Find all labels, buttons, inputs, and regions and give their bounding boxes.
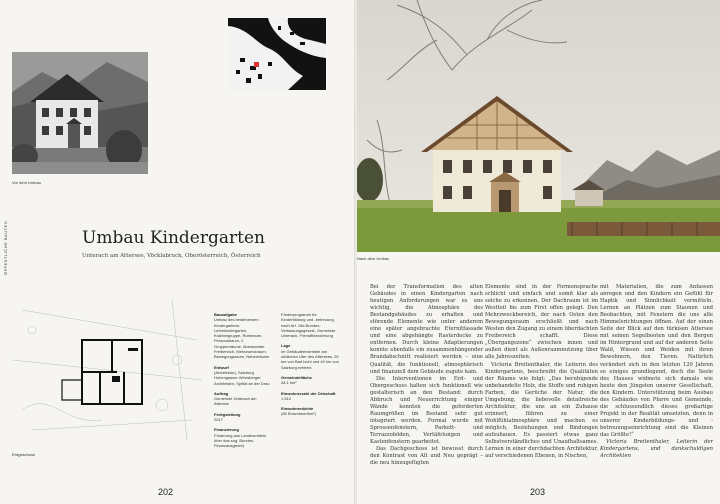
plan-caption: Erdgeschoss — [12, 452, 36, 457]
info-block: Gemeindefläche 28,1 km² — [281, 374, 312, 386]
page-number-left: 202 — [158, 487, 174, 497]
article-title: Umbau Kindergarten — [82, 228, 265, 248]
floor-plan — [12, 300, 202, 440]
after-photo — [357, 0, 720, 252]
info-block: Förderprogramm für Kinderbildung und -betreuung, nach Art. 15a Bundes-Verfassungsgesetz, Gemeinde Unterach, Fremdfinanzierung — [281, 312, 336, 339]
article-subtitle: Unterach am Attersee, Vöcklabruck, Oberösterreich, Österreich — [82, 253, 261, 259]
section-label: ÖFFENTLICHE BAUTEN — [3, 220, 8, 275]
before-photo-caption: Vor dem Umbau — [12, 180, 41, 185]
quote-attribution: Victoria Breitenthaler, Leiterin der Kindergartens, und dankschuldigen Architekten — [600, 439, 713, 460]
left-page — [0, 0, 355, 504]
before-photo — [12, 52, 148, 174]
after-photo-caption: Nach dem Umbau — [357, 256, 390, 261]
info-block: Finanzierung Förderung aus Landesmitteln über das sog. Bundes-Finanzausgleich) — [214, 427, 267, 449]
info-block: Einwohnerdichte (55 Einwohner/km²) — [281, 406, 316, 417]
info-block: Einwohnerzahl der Ortschaft 1.512 — [281, 390, 336, 401]
info-block: Entwurf (Architektur), Salzburg Hohengasser Wirnsberger Architekten, Spittal an der Drau — [214, 364, 270, 386]
site-map — [228, 18, 326, 90]
info-block: Auftrag Gemeinde Unterach am Attersee — [214, 390, 257, 407]
page-number-right: 203 — [530, 487, 546, 497]
project-info-col2 — [281, 312, 339, 422]
project-info-col1 — [214, 312, 270, 454]
text-column-3: mit Materialien, die zum Anfassen anregen und den Kindern ein Gefühl für Haptik und Sinnlichkeit vermitteln. Lernen an Plätzen zum Staunen und Beobachten, mit Fenstern die uns alle Himmelsrichtungen öffnen. Auf der einen Seite der Blick auf den türkisen Attersee mit seinen Segelbooten und den Bergen im Hintergrund und auf der anderen Seite Wald, Wiesen und Weiden mit ihren Bewohnern, den Tieren. Natürlich verändert sich in den letzten 120 Jahren so einiges grundlegend, doch die Seele des Hauses widmete sich damals wie heute den Jüngsten unserer Gesellschaft, den Kindern. Unterstützung beim Ausbau des Gebäudes von Pfarre und Gemeinde, die schlussendlich dieses großartige Projekt in der Realität umsetzten, denn in unserer Kinderbildungs- und -betreuungseinrichtung sind die Kleinen das Größte!“ Victoria Breitenthaler, Leiterin der Kindergartens, und dankschuldigen Architekten — [600, 284, 713, 460]
info-block: Bauaufgabe Umbau des bestehenden Kindergartens: Lehmkindergarten, Krabbelgruppe, Ruheraum, Personalraum, 2 Gruppenräume, überdachter Freibereich, Mehrzweckraum, Bewegungsraum, Nebenräume — [214, 312, 270, 360]
info-block: Fertigstellung 2017 — [214, 411, 241, 423]
text-column-1: Bei der Transformation des alten Gebäudes in einen Kindergarten nach heutigen Anforderungen war es uns wichtig, die Atmosphäre des Bestandgebäudes zu erhalten und störende Elemente wie unter anderem eine später angebrachte Eternitfassade und eine abgehängte Rasterdecke zu entfernen. Durch kleine Adaptierungen konnte ebenfalls ein zusammenhängender Brandabschnitt realisiert werden – eine Qualität, die funktionell, atmosphärisch und finanziell dem Gebäude zugute kam. Die Interventionen im Erd- und Obergeschoss halten sich funktionell wie gestalterisch an den Bestand: durch Abbruch und Neuerrichtung einiger Wände konnten die geforderten Raumgrößen im Bestand sehr gut integriert werden. Formal wurde mit Sprossenfenstern, Parkett- und Terrazzoböden, Vertäfelungen und Kastenfenstern gearbeitet. Das Dachgeschoss ist bewusst durch den Kontrast von Alt und Neu geprägt – die neu hinzugefügten — [370, 284, 483, 467]
info-block: Lage Im Gebäudeensemble am südlichen Ufer des Attersees, 25 km von Bad Ischl und 40 km von Salzburg entfernt — [281, 343, 339, 370]
text-column-2: Elemente sind in der Formensprache schlicht und einfach und somit klar als solche zu erkennen. Der Dachraum ist im Westteil bis zum First offen gelegt. Den Mehrzweckbereich, der nach Osten den Bewegungsraum erschließt und nach Westen den Zugang zu einem überdachten Freibereich schafft. Diese „Übergangszone“ zwischen innen und außen dient als Außenraumnutzung über alle Jahreszeiten. Victoria Breitenthaler, die Leiterin des Kindergartens, beschreibt die Qualitäten der Räume wie folgt: „Das beruhigende unbehandelte Holz, die Stoffe und ruhigen Farben, die Gerüche der Natur, die Umgebung, die liebevolle detailreiche Architektur, die uns an ein Zuhause erinnert, führen zu einer Wohlfühlatmosphäre und machen es möglich, Beziehungen und Bindungen aufzubauen. Es passiert etwas ganz Selbstverständliches und Unaufhaltsames. Lernen in einer durchdachten Architektur, auf verschiedenen Ebenen, in Nischen, — [485, 284, 598, 460]
